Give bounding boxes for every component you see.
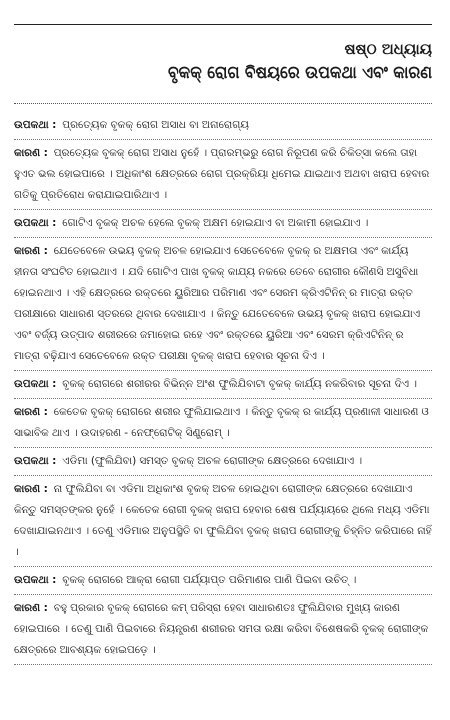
reason-entry (14, 595, 432, 665)
myth-label: ଉପକଥା : (14, 119, 57, 131)
top-rule (14, 24, 432, 25)
myth-text: ପ୍ରତ୍ୟେକ ବୃକକ୍ ରୋଗ ଅସାଧ ବା ଅନାରୋଗ୍ୟ (62, 119, 249, 131)
myth-entry (14, 112, 432, 140)
reason-entry (14, 140, 432, 210)
reason-text: ପ୍ରତ୍ୟେକ ବୃକକ୍ ରୋଗ ଅସାଧ ନୁହେଁ । ପ୍ରାରମ୍ଭରୁ ରୋଗ ନିରୂପଣ କରି ଚିକିତ୍ସା କଲେ ତାହା ହୁଏତ ଭଲ ହୋଇପାରେ । ଅଧିକାଂଶ କ୍ଷେତ୍ରରେ ରୋଗ ପ୍ରକ୍ରିୟା ଧିମେଇ ଯାଇଥାଏ ଅଥବା ଖରାପ ହେବାର ଗତିକୁ ପ୍ରତିରୋଧ କରାଯାଇପାରିଥାଏ । (14, 147, 430, 201)
reason-label: କାରଣ : (14, 602, 48, 614)
reason-label: କାରଣ : (14, 245, 48, 257)
title-divider (14, 103, 432, 104)
myth-label: ଉପକଥା : (14, 217, 57, 229)
reason-entry (14, 476, 432, 567)
chapter-title: ବୃକକ୍ ରୋଗ ବିଷୟରେ ଉପକଥା ଏବଂ କାରଣ (167, 63, 432, 83)
myth-entry (14, 371, 432, 399)
myth-label: ଉପକଥା : (14, 455, 57, 467)
myth-text: ବୃକକ୍ ରୋଗରେ ଶରୀରର ବିଭିନ୍ନ ଅଂଶ ଫୁଲିଯିବାଟା ବୃକକ୍ କାର୍ଯ୍ୟ ନକରିବାର ସୂଚନା ଦିଏ । (62, 378, 417, 390)
myth-text: ଏଡିମା (ଫୁଲିଯିବା) ସମସ୍ତ ବୃକକ୍ ଅଚଳ ରୋଗୀଙ୍କ କ୍ଷେତ୍ରରେ ଦେଖାଯାଏ । (62, 455, 363, 467)
myth-text: ଗୋଟିଏ ବୃକକ୍ ଅଚଳ ହେଲେ ବୃକକ୍ ଅକ୍ଷମ ହୋଇଯାଏ ବା ଅକାମୀ ହୋଇଯାଏ । (62, 217, 369, 229)
myth-label: ଉପକଥା : (14, 574, 57, 586)
reason-entry (14, 399, 432, 448)
myth-entry (14, 567, 432, 595)
reason-text: ଯେତେବେଳେ ଉଭୟ ବୃକକ୍ ଅଚଳ ହୋଇଯାଏ ସେତେବେଳେ ବୃକକ୍ ର ଅକ୍ଷମତା ଏବଂ କାର୍ଯ୍ୟ ହୀନତା ସଂଘଟିତ ହୋଇଥାଏ । ଯଦି ଗୋଟିଏ ପାଖ ବୃକକ୍ କାଯ୍ୟ ନକରେ ତେବେ ରୋଗୀର କୌଣସି ଅସୁବିଧା ହୋଇନଥାଏ । ଏହି କ୍ଷେତ୍ରରେ ରକ୍ତରେ ୟୁରିଆର ପରିମାଣ ଏବଂ ସେରମ କ୍ରିଏଟିନିନ୍ ର ମାତ୍ରା ରକ୍ତ ପରୀକ୍ଷାରେ ସାଧାରଣ ସ୍ତରରେ ଥିବାର ଦେଖାଯାଏ । କିନ୍ତୁ ଯେତେବେଳେ ଉଭୟ ବୃକକ୍ ଖରାପ ହୋଇଯାଏ ଏବଂ ବର୍ଜ୍ୟ ଉତ୍ପାଦ ଶରୀରରେ ଜମାହୋଇ ରହେ ଏବଂ ରକ୍ତରେ ୟୁରିଆ ଏବଂ ସେରମ କ୍ରିଏଟିନିନ୍ ର ମାତ୍ରା ବଢ଼ିଯାଏ ସେତେବେଳେ ରକ୍ତ ପରୀକ୍ଷା ବୃକକ୍ ଖରାପ ହେବାର ସୂଚନା ଦିଏ । (14, 245, 421, 362)
reason-text: ବହୁ ପ୍ରକାର ବୃକକ୍ ରୋଗରେ କମ୍ ପରିସ୍ରା ହେବା ସାଧାରଣତଃ ଫୁଲିଯିବାର ମୁଖ୍ୟ କାରଣ ହୋଇପାରେ । ତେଣୁ ପାଣି ପିଇବାରେ ନିୟନ୍ତ୍ରଣ ଶରୀରର ସମତା ରକ୍ଷା କରିବା ବିଶେଷକରି ବୃକକ୍ ରୋଗୀଙ୍କ କ୍ଷେତ୍ରରେ ଆବଶ୍ୟକ ହୋଇପଡ଼େ । (14, 602, 429, 656)
myth-entry (14, 210, 432, 238)
reason-label: କାରଣ : (14, 406, 48, 418)
myth-entry (14, 448, 432, 476)
entries-list (14, 112, 432, 665)
reason-text: କେତେକ ବୃକକ୍ ରୋଗରେ ଶରୀର ଫୁଲିଯାଇଥାଏ । କିନ୍ତୁ ବୃକକ୍ ର କାର୍ଯ୍ୟ ପ୍ରଣାଳୀ ସାଧାରଣ ଓ ସାଭାବିକ ଥାଏ । ଉଦାହରଣ - ନେଫ୍ରୋଟିକ୍ ସିଣ୍ଡ୍ରୋମ୍ । (14, 406, 429, 439)
myth-text: ବୃକକ୍ ରୋଗରେ ଆକ୍ରା ରୋଗୀ ପର୍ଯ୍ୟାପ୍ତ ପରିମାଣର ପାଣି ପିଇବା ଉଚିତ୍ । (62, 574, 357, 586)
reason-label: କାରଣ : (14, 147, 48, 159)
chapter-heading: ଷଷ୍ଠ ଅଧ୍ୟାୟ (344, 40, 432, 58)
reason-label: କାରଣ : (14, 483, 48, 495)
reason-text: ନା ଫୁଲିଯିବା ବା ଏଡିମା ଅଧିକାଂଶ ବୃକକ୍ ଅଚଳ ହୋଇଥିବା ରୋଗୀଙ୍କ କ୍ଷେତ୍ରରେ ଦେଖାଯାଏ କିନ୍ତୁ ସମସ୍ତଙ୍କର ନୁହେଁ । କେତେକ ରୋଗୀ ବୃକକ୍ ଖରାପ ହେବାର ଶେଷ ପର୍ଯ୍ୟାୟରେ ଥିଲେ ମଧ୍ୟ ଏଡିମା ଦେଖାଯାଇନଥାଏ । ତେଣୁ ଏଡିମାର ଅନୁପସ୍ଥିତି ବା ଫୁଲିଯିବା ବୃକକ୍ ଖରାପ ରୋଗୀଙ୍କୁ ଚିହ୍ନିତ କରିପାରେ ନାହିଁ । (14, 483, 432, 558)
myth-label: ଉପକଥା : (14, 378, 57, 390)
reason-entry (14, 238, 432, 371)
